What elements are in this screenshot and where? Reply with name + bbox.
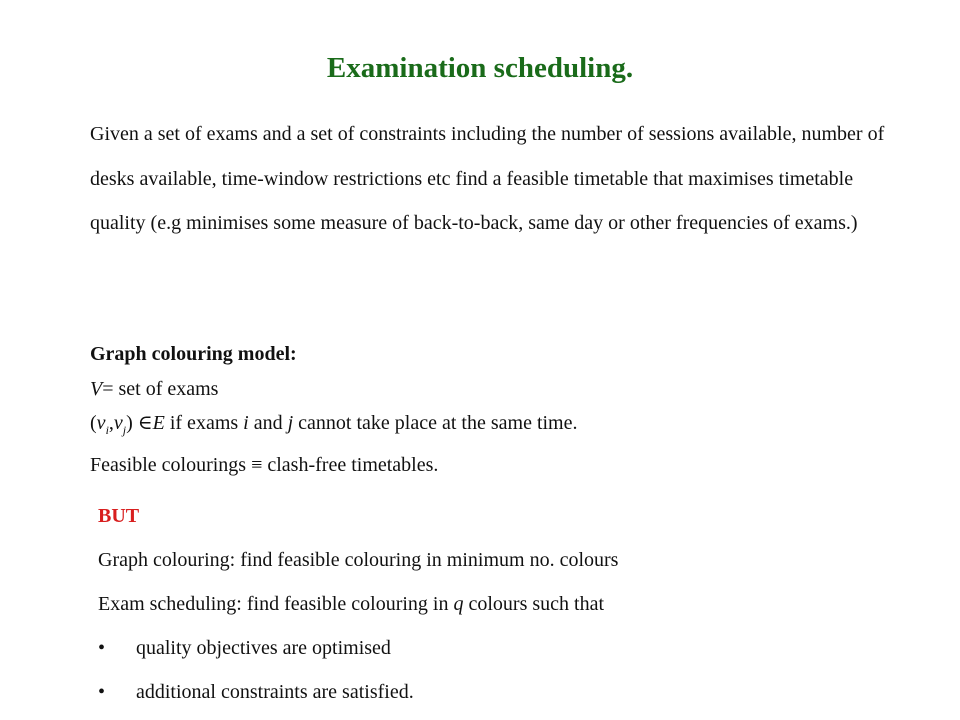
feasible-colourings-line: [90, 448, 578, 483]
edge-close: ): [126, 412, 138, 434]
edge-comma: ,: [108, 412, 114, 434]
edge-i-subscript: i: [105, 423, 109, 437]
graph-colouring-model: [90, 337, 578, 482]
feasible-text-2: clash-free timetables.: [262, 453, 439, 476]
edge-j-subscript: j: [122, 423, 127, 437]
but-section: [98, 494, 618, 714]
bullet-item: [98, 626, 618, 670]
edge-i: i: [243, 412, 249, 434]
bullet-text: additional constraints are satisfied.: [136, 681, 414, 703]
vertex-definition: [90, 372, 578, 407]
q-symbol: q: [453, 593, 464, 615]
bullet-symbol: •: [98, 681, 106, 703]
edge-text-1: if exams: [164, 412, 244, 434]
bullet-item: [98, 670, 618, 714]
feasible-text-1: Feasible colourings: [90, 453, 252, 476]
exam-scheduling-line: [98, 582, 618, 626]
exam-text-1: Exam scheduling: find feasible colouring in: [98, 593, 454, 615]
edge-set-symbol: E: [152, 412, 165, 434]
model-heading: Graph colouring model:: [90, 343, 297, 365]
bullet-symbol: •: [98, 637, 106, 659]
but-label: BUT: [98, 505, 140, 527]
edge-vj: v: [113, 412, 123, 434]
v-text: = set of exams: [102, 377, 219, 400]
edge-definition: [90, 406, 578, 448]
bullet-text: quality objectives are optimised: [136, 637, 391, 659]
edge-text-2: and: [248, 412, 288, 434]
edge-open: (: [90, 412, 97, 434]
equivalence-symbol: ≡: [251, 453, 263, 476]
exam-text-2: colours such that: [463, 593, 604, 615]
intro-paragraph: Given a set of exams and a set of constraints including the number of sessions available, number of desks available, time-window restrictions etc find a feasible timetable that maximises timetable quality (e.g minimises some measure of back-to-back, same day or other frequencies of exams.): [90, 123, 885, 234]
edge-j: j: [287, 412, 294, 434]
graph-colouring-line: Graph colouring: find feasible colouring in minimum no. colours: [98, 549, 619, 571]
v-symbol: V: [90, 377, 103, 400]
edge-text-3: cannot take place at the same time.: [293, 412, 578, 434]
element-of-symbol: ∈: [137, 412, 153, 434]
edge-vi: v: [96, 412, 106, 434]
slide-title: Examination scheduling.: [326, 52, 634, 84]
